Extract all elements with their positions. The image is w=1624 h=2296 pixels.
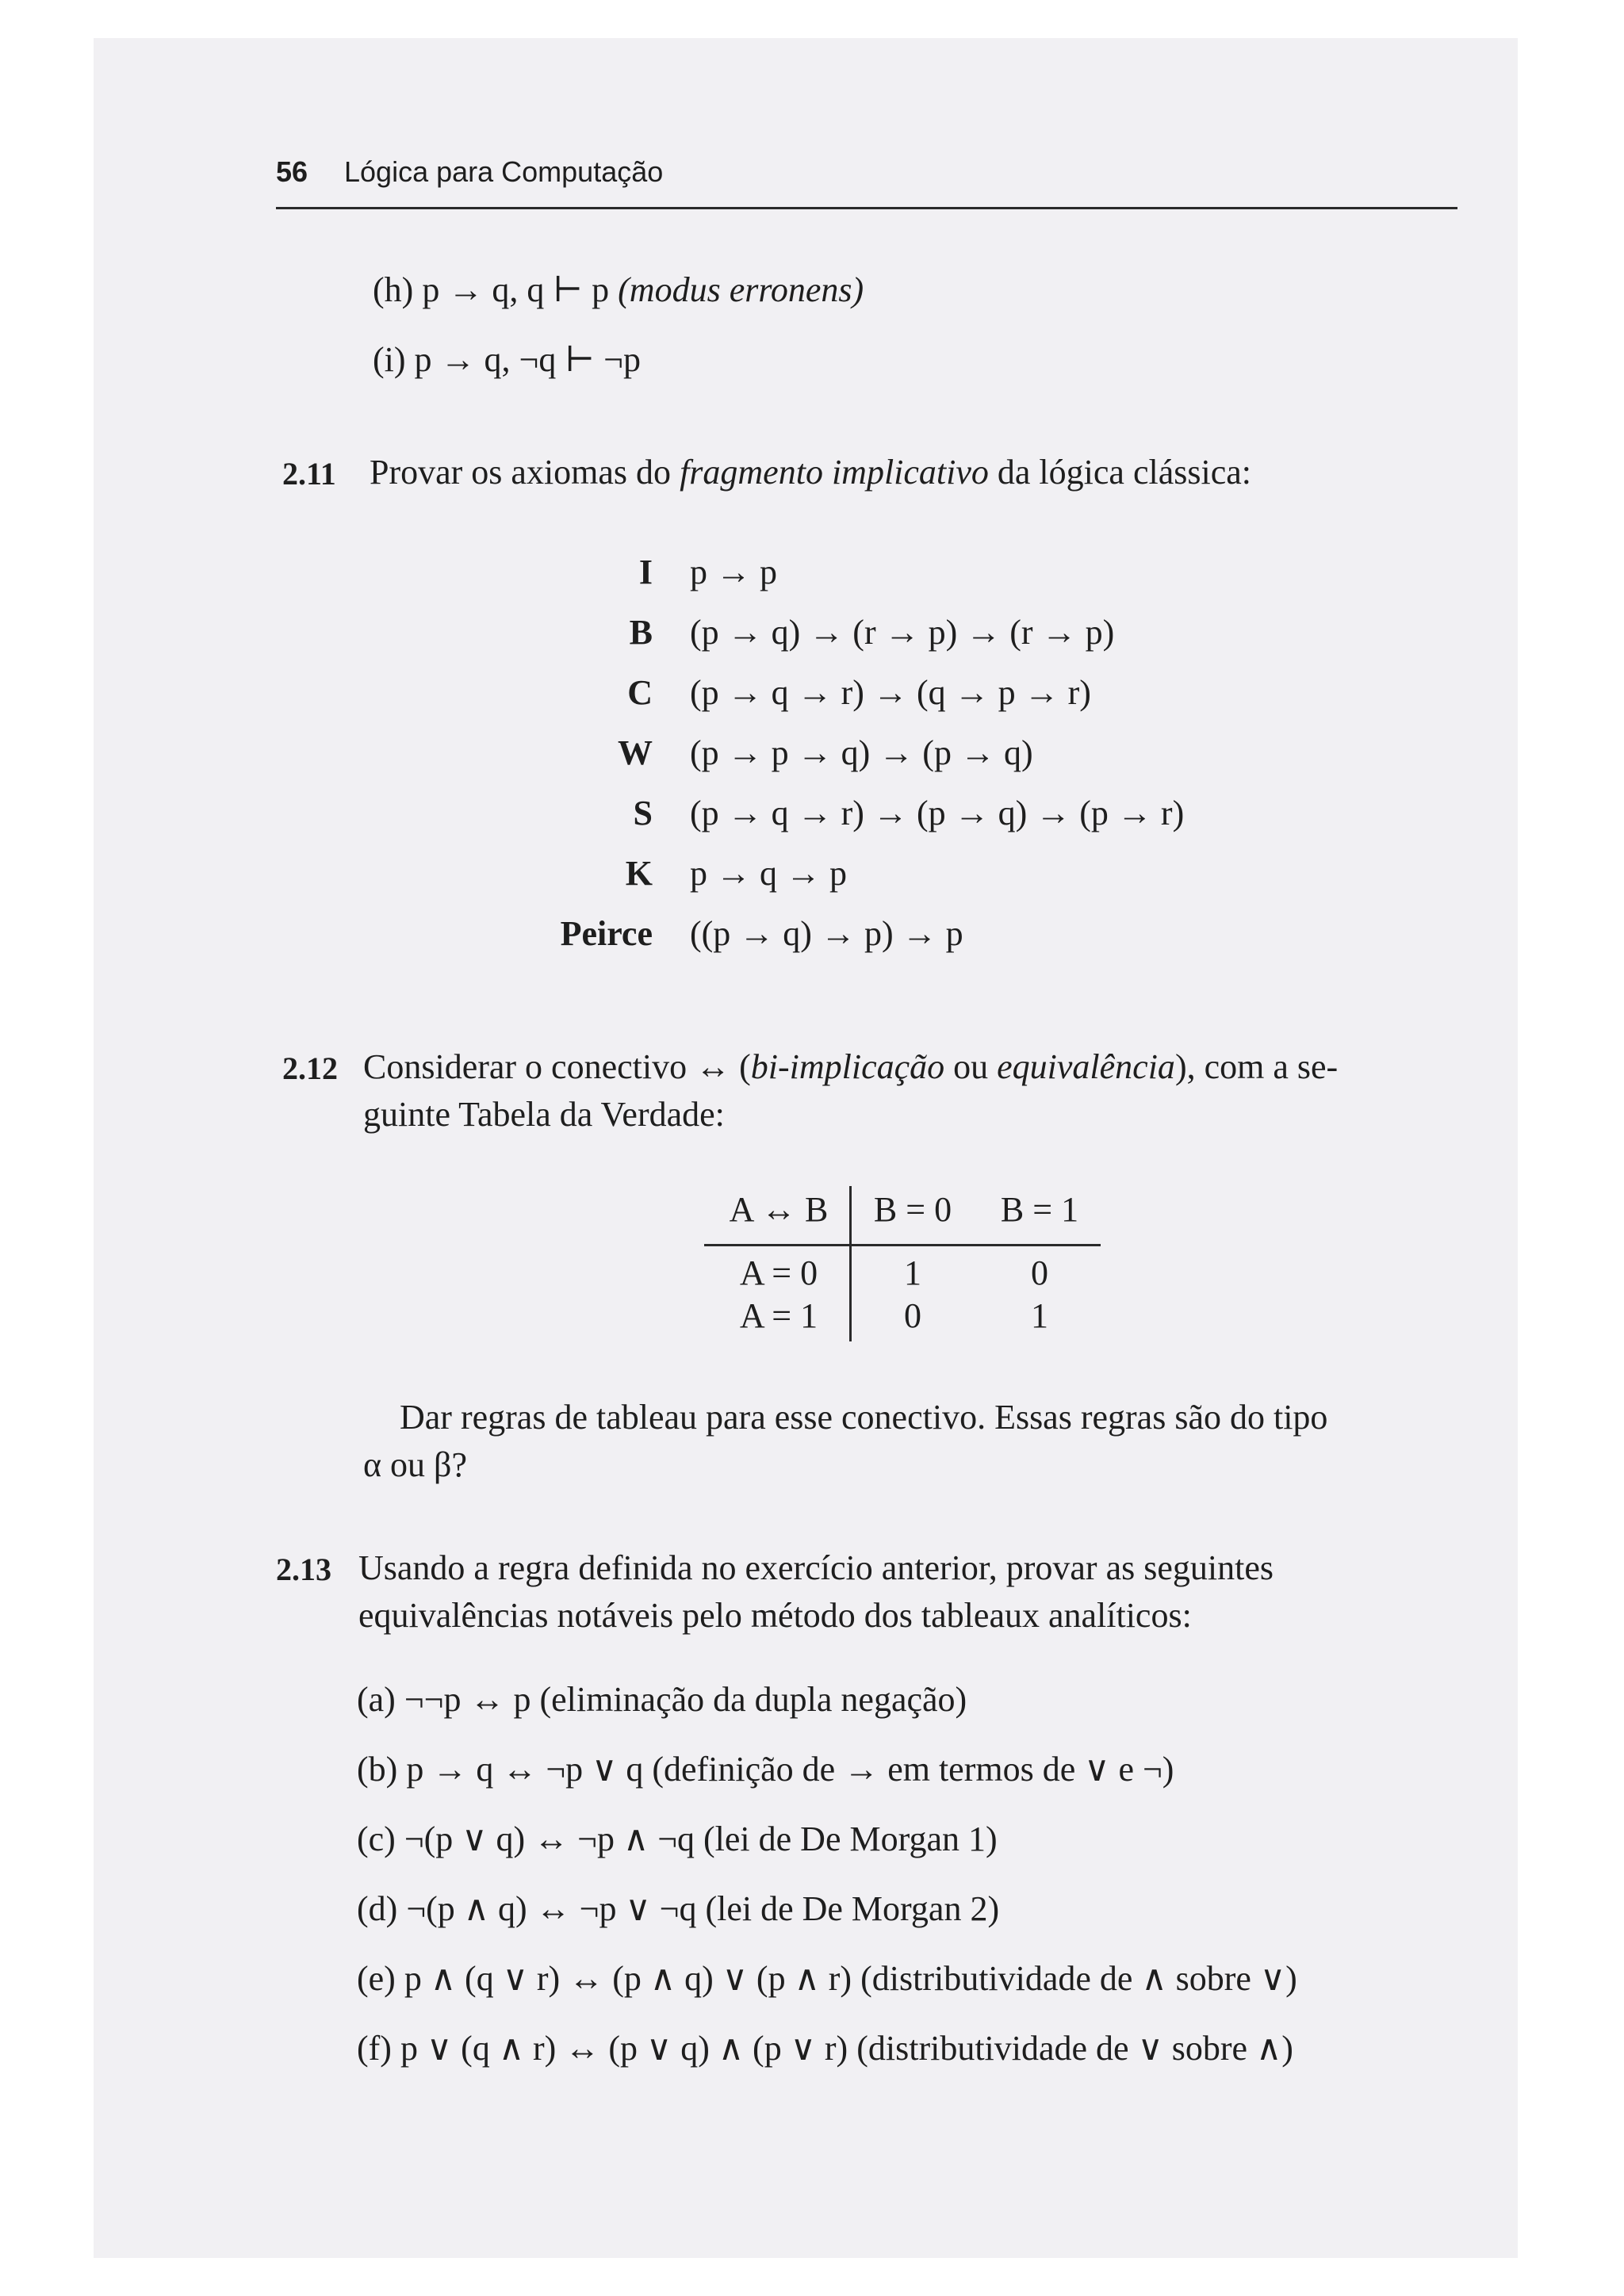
item-label: (d) [357, 1889, 398, 1928]
axiom-name: C [627, 673, 653, 712]
axiom-name: K [625, 854, 653, 893]
equivalence-item-f [357, 2026, 1293, 2071]
item-label: (f) [357, 2029, 392, 2068]
table-cell: 1 [1031, 1296, 1048, 1335]
table-cell: 0 [904, 1296, 921, 1335]
equivalence-item-b [357, 1747, 1174, 1792]
statement-italic: fragmento implicativo [680, 453, 989, 492]
item-text: p ∨ (q ∧ r) ↔ (p ∨ q) ∧ (p ∨ r) (distributividade de ∨ sobre ∧) [400, 2029, 1293, 2068]
statement-text: da lógica clássica: [988, 453, 1251, 492]
item-label: (c) [357, 1820, 396, 1858]
exercise-2-12-line-1 [363, 1045, 1338, 1089]
statement-text: ou [944, 1047, 998, 1086]
axiom-formula: (p → q) → (r → p) → (r → p) [690, 613, 1115, 652]
exercise-2-13-line-1: Usando a regra definida no exercício anterior, provar as seguintes [358, 1548, 1274, 1587]
statement-text: ), com a se- [1174, 1047, 1339, 1086]
table-row-header: A = 1 [739, 1296, 818, 1335]
item-h [373, 268, 864, 312]
axiom-name: W [618, 733, 653, 772]
statement-italic: bi-implicação [750, 1047, 945, 1086]
exercise-number-2-13: 2.13 [276, 1552, 331, 1587]
item-label: (h) [373, 270, 414, 309]
exercise-number-2-12: 2.12 [282, 1050, 338, 1086]
item-text: ¬(p ∨ q) ↔ ¬p ∧ ¬q (lei de De Morgan 1) [404, 1820, 998, 1858]
axiom-name: Peirce [560, 914, 653, 953]
equivalence-item-a [357, 1678, 967, 1722]
page-number: 56 [276, 155, 308, 188]
axiom-formula: (p → p → q) → (p → q) [690, 733, 1033, 772]
equivalence-item-c [357, 1817, 998, 1862]
table-header-rule [704, 1244, 1101, 1246]
item-formula: p → q, ¬q ⊢ ¬p [414, 340, 641, 379]
item-text: p → q ↔ ¬p ∨ q (definição de → em termos de ∨ e ¬) [406, 1750, 1174, 1789]
item-label: (i) [373, 340, 406, 379]
exercise-number-2-11: 2.11 [282, 456, 336, 492]
axiom-formula: ((p → q) → p) → p [690, 914, 963, 953]
equivalence-item-d [357, 1887, 999, 1931]
axiom-formula: (p → q → r) → (p → q) → (p → r) [690, 794, 1185, 832]
item-label: (a) [357, 1680, 396, 1719]
item-text: ¬¬p ↔ p (eliminação da dupla negação) [404, 1680, 967, 1719]
table-col-header: B = 1 [1000, 1190, 1079, 1229]
axiom-name: I [638, 553, 653, 591]
item-formula: p → q, q ⊢ p [422, 270, 610, 309]
axiom-formula: (p → q → r) → (q → p → r) [690, 673, 1091, 712]
header-rule [276, 207, 1457, 209]
item-text: ¬(p ∧ q) ↔ ¬p ∨ ¬q (lei de De Morgan 2) [406, 1889, 1000, 1928]
item-label: (e) [357, 1959, 396, 1998]
table-row-header: A = 0 [739, 1253, 818, 1292]
equivalence-item-e [357, 1957, 1297, 2001]
exercise-2-12-line-2: guinte Tabela da Verdade: [363, 1095, 725, 1134]
table-cell: 1 [904, 1253, 921, 1292]
exercise-2-13-line-2: equivalências notáveis pelo método dos tableaux analíticos: [358, 1596, 1192, 1635]
item-label: (b) [357, 1750, 398, 1789]
table-cell: 0 [1031, 1253, 1048, 1292]
statement-text: Considerar o conectivo ↔ ( [363, 1047, 751, 1086]
statement-italic: equivalência [997, 1047, 1175, 1086]
running-title: Lógica para Computação [344, 155, 664, 188]
axiom-name: S [633, 794, 653, 832]
exercise-2-12-question-line-2: α ou β? [363, 1445, 467, 1484]
exercise-2-11-statement [370, 450, 1251, 495]
axiom-name: B [629, 613, 653, 652]
axiom-formula: p → p [690, 553, 777, 591]
item-note: (modus erronens) [618, 270, 864, 309]
item-i [373, 338, 641, 382]
table-corner-header: A ↔ B [729, 1190, 829, 1229]
item-text: p ∧ (q ∨ r) ↔ (p ∧ q) ∨ (p ∧ r) (distributividade de ∧ sobre ∨) [404, 1959, 1297, 1998]
exercise-2-12-question-line-1: Dar regras de tableau para esse conectivo. Essas regras são do tipo [400, 1398, 1328, 1437]
statement-text: Provar os axiomas do [370, 453, 680, 492]
axiom-formula: p → q → p [690, 854, 847, 893]
table-col-header: B = 0 [873, 1190, 952, 1229]
